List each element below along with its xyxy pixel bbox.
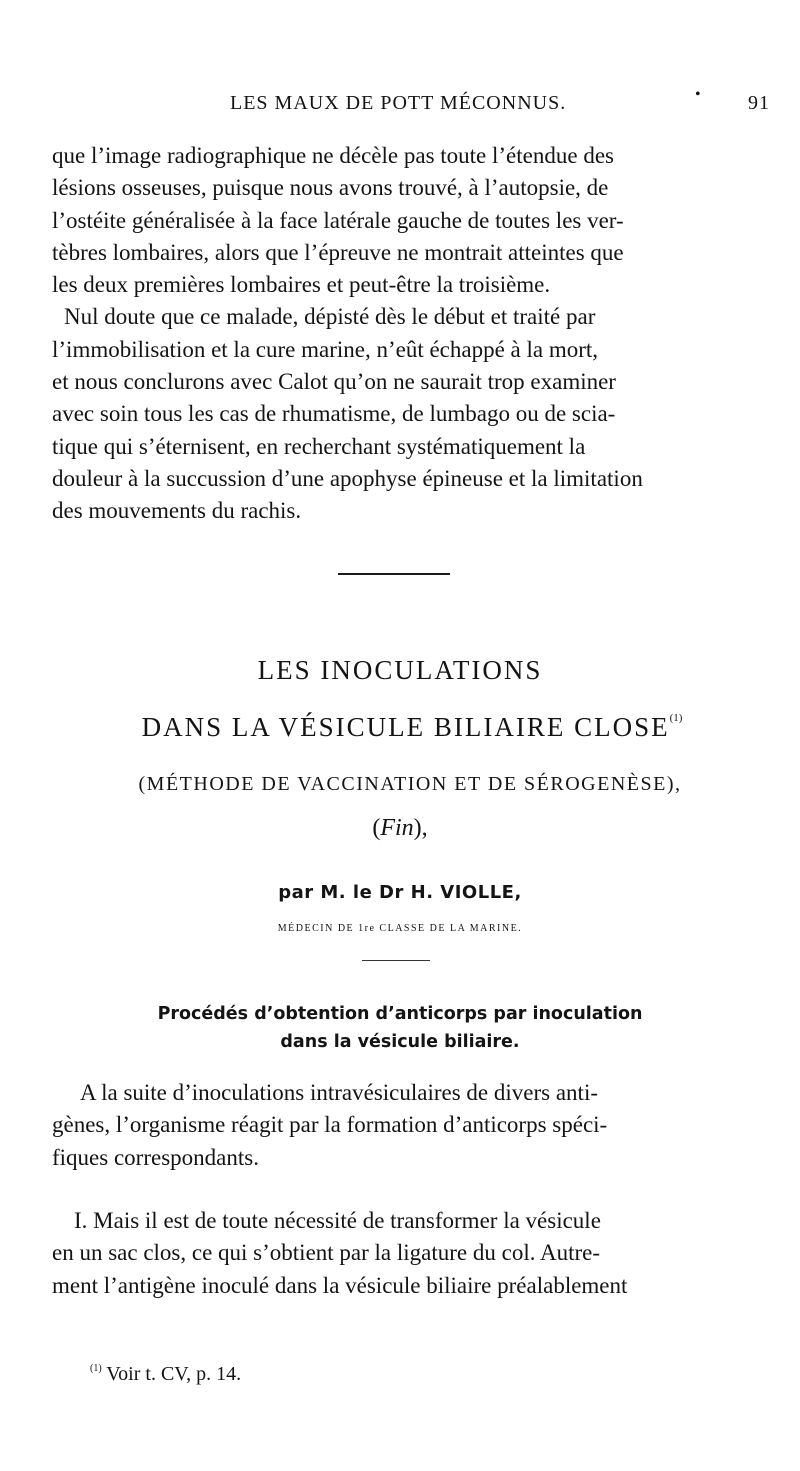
- text-line: que l’image radiographique ne décèle pas toute l’étendue des: [52, 143, 614, 168]
- section-heading: [0, 1000, 800, 1056]
- footnote-reference: (1): [669, 712, 683, 724]
- text-line: les deux premières lombaires et peut-être la troisième.: [52, 272, 551, 298]
- text-line: en un sac clos, ce qui s’obtient par la ligature du col. Autre-: [52, 1240, 600, 1266]
- author-byline: par M. le Dr H. VIOLLE,: [278, 882, 522, 903]
- section-separator-rule: [338, 573, 450, 575]
- text-line: l’immobilisation et la cure marine, n’eût échappé à la mort,: [52, 336, 599, 362]
- text-line: des mouvements du rachis.: [52, 498, 302, 524]
- byline-rule: [362, 960, 430, 961]
- text-line: I. Mais il est de toute nécessité de transformer la vésicule: [74, 1208, 601, 1233]
- article-subtitle: (MÉTHODE DE VACCINATION ET DE SÉROGENÈSE),: [138, 773, 682, 795]
- fin-word: Fin: [380, 815, 414, 841]
- footnote-text: Voir t. CV, p. 14.: [101, 1363, 242, 1385]
- text-line: tique qui s’éternisent, en recherchant systématiquement la: [52, 433, 586, 459]
- text-line: A la suite d’inoculations intravésiculaires de divers anti-: [80, 1080, 598, 1105]
- paragraph-point-one: [52, 1205, 764, 1302]
- article-fin: [0, 815, 800, 842]
- paragraph-continuation: [52, 140, 764, 528]
- section-heading-line: dans la vésicule biliaire.: [280, 1032, 520, 1052]
- running-head-marker: •: [695, 86, 702, 103]
- running-head-title: LES MAUX DE POTT MÉCONNUS.: [230, 92, 567, 114]
- text-line: douleur à la succussion d’une apophyse épineuse et la limitation: [52, 465, 643, 491]
- text-line: tèbres lombaires, alors que l’épreuve ne montrait atteintes que: [52, 239, 624, 265]
- footnote-marker: (1): [90, 1363, 102, 1374]
- text-line: Nul doute que ce malade, dépisté dès le début et traité par: [64, 304, 596, 330]
- fin-close: ),: [413, 815, 428, 841]
- text-line: et nous conclurons avec Calot qu’on ne saurait trop examiner: [52, 369, 616, 395]
- text-line: avec soin tous les cas de rhumatisme, de lumbago ou de scia-: [52, 401, 616, 427]
- text-line: gènes, l’organisme réagit par la formation d’anticorps spéci-: [52, 1112, 608, 1138]
- footnote: [90, 1363, 241, 1386]
- page-number: 91: [748, 92, 770, 114]
- text-line: ment l’antigène inoculé dans la vésicule biliaire préalablement: [52, 1272, 628, 1298]
- text-line: l’ostéite généralisée à la face latérale gauche de toutes les ver-: [52, 207, 624, 233]
- article-title-line-1: LES INOCULATIONS: [257, 655, 543, 685]
- fin-open: (: [372, 815, 381, 841]
- section-heading-line: Procédés d’obtention d’anticorps par inoculation: [157, 1004, 643, 1024]
- article-title-text: DANS LA VÉSICULE BILIAIRE CLOSE: [141, 712, 670, 742]
- running-head: [40, 86, 770, 122]
- author-affiliation: MÉDECIN DE 1re CLASSE DE LA MARINE.: [277, 923, 523, 934]
- paragraph-intro: [52, 1077, 764, 1174]
- article-title-line-2: [62, 712, 762, 743]
- text-line: fiques correspondants.: [52, 1144, 259, 1170]
- text-line: lésions osseuses, puisque nous avons trouvé, à l’autopsie, de: [52, 175, 609, 201]
